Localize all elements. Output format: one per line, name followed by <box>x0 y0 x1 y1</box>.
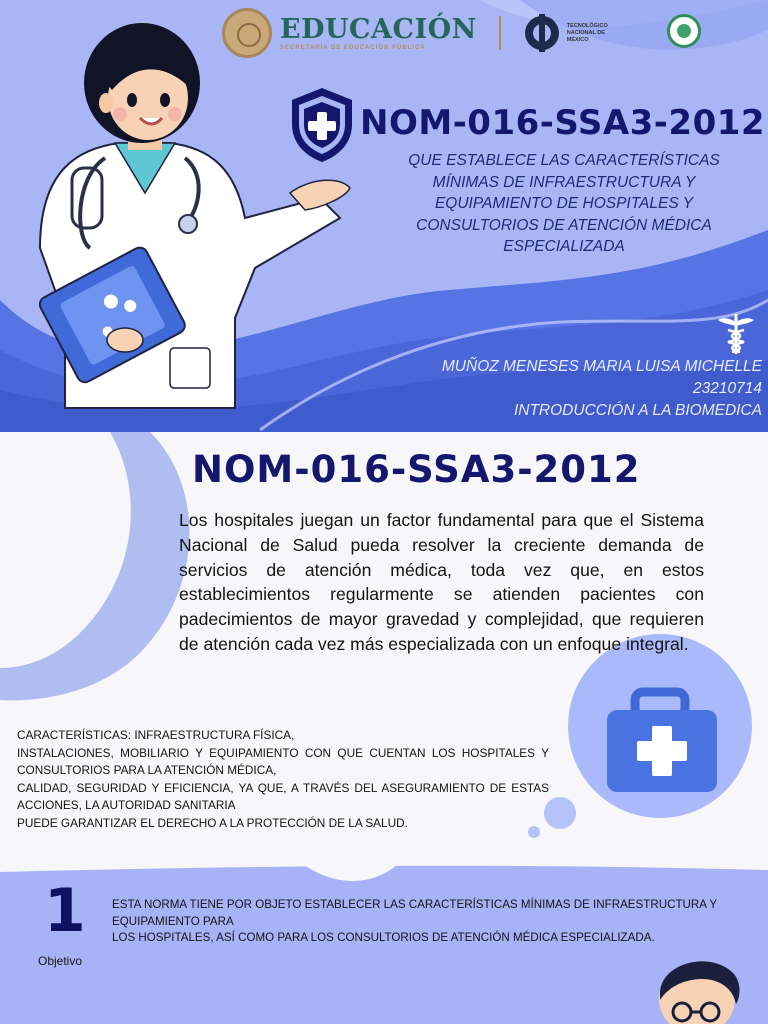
objective-line: ESTA NORMA TIENE POR OBJETO ESTABLECER LAS CARACTERÍSTICAS MÍNIMAS DE INFRAESTRUCTURA Y EQUIPAMIENTO PARA <box>112 898 717 928</box>
first-aid-kit-icon <box>570 654 750 804</box>
section-title: NOM-016-SSA3-2012 <box>192 448 641 491</box>
mexico-seal-icon <box>222 8 272 58</box>
tecnm-name: TECNOLÓGICO NACIONAL DE MÉXICO <box>566 22 608 43</box>
feature-line: CARACTERÍSTICAS: INFRAESTRUCTURA FÍSICA, <box>17 728 295 742</box>
caduceus-icon <box>716 312 756 356</box>
doctor-illustration <box>20 18 360 428</box>
shield-cross-icon <box>288 86 356 164</box>
feature-line: CALIDAD, SEGURIDAD Y EFICIENCIA, YA QUE, A TRAVÉS DEL ASEGURAMIENTO DE ESTAS ACCIONES, LA AUTORIDAD SANITARIA <box>17 780 549 813</box>
features-list <box>17 727 549 833</box>
tecnm-logo-icon <box>523 10 561 56</box>
intro-paragraph: Los hospitales juegan un factor fundamental para que el Sistema Nacional de Salud pueda resolver la creciente demanda de servicios de atención médica, toda vez que, en estos establecimientos regularmente se atienden pacientes con padecimientos de mayor gravedad y complejidad, que requieren de atención cada vez más especializada con un enfoque integral. <box>179 510 704 654</box>
institution-seal-icon <box>667 14 701 48</box>
course-name: INTRODUCCIÓN A LA BIOMEDICA <box>513 402 762 419</box>
student-id: 23210714 <box>693 380 762 397</box>
author-block <box>442 356 762 422</box>
logo-bar <box>222 6 627 60</box>
edu-title: EDUCACIÓN <box>280 14 477 45</box>
edu-subtitle: SECRETARÍA DE EDUCACIÓN PÚBLICA <box>280 45 426 51</box>
author-name: MUÑOZ MENESES MARIA LUISA MICHELLE <box>441 358 762 375</box>
objective-line: LOS HOSPITALES, ASÍ COMO PARA LOS CONSULTORIOS DE ATENCIÓN MÉDICA ESPECIALIZADA. <box>112 931 655 944</box>
hero-section <box>0 0 768 432</box>
hero-subtitle: QUE ESTABLECE LAS CARACTERÍSTICAS MÍNIMAS DE INFRAESTRUCTURA Y EQUIPAMIENTO DE HOSPITALES Y CONSULTORIOS DE ATENCIÓN MÉDICA ESPECIALIZADA <box>408 152 720 255</box>
step-label: Objetivo <box>38 954 83 968</box>
doctor-peek-illustration <box>652 954 752 1024</box>
objective-text <box>112 897 752 947</box>
step-number: 1 <box>44 876 86 946</box>
hero-title: NOM-016-SSA3-2012 <box>360 103 766 143</box>
feature-line: INSTALACIONES, MOBILIARIO Y EQUIPAMIENTO CON QUE CUENTAN LOS HOSPITALES Y CONSULTORIOS PARA LA ATENCIÓN MÉDICA, <box>17 745 549 778</box>
feature-line: PUEDE GARANTIZAR EL DERECHO A LA PROTECCIÓN DE LA SALUD. <box>17 815 408 830</box>
intro-section <box>0 432 768 862</box>
objective-section <box>0 862 768 1024</box>
logo-divider <box>499 16 501 50</box>
